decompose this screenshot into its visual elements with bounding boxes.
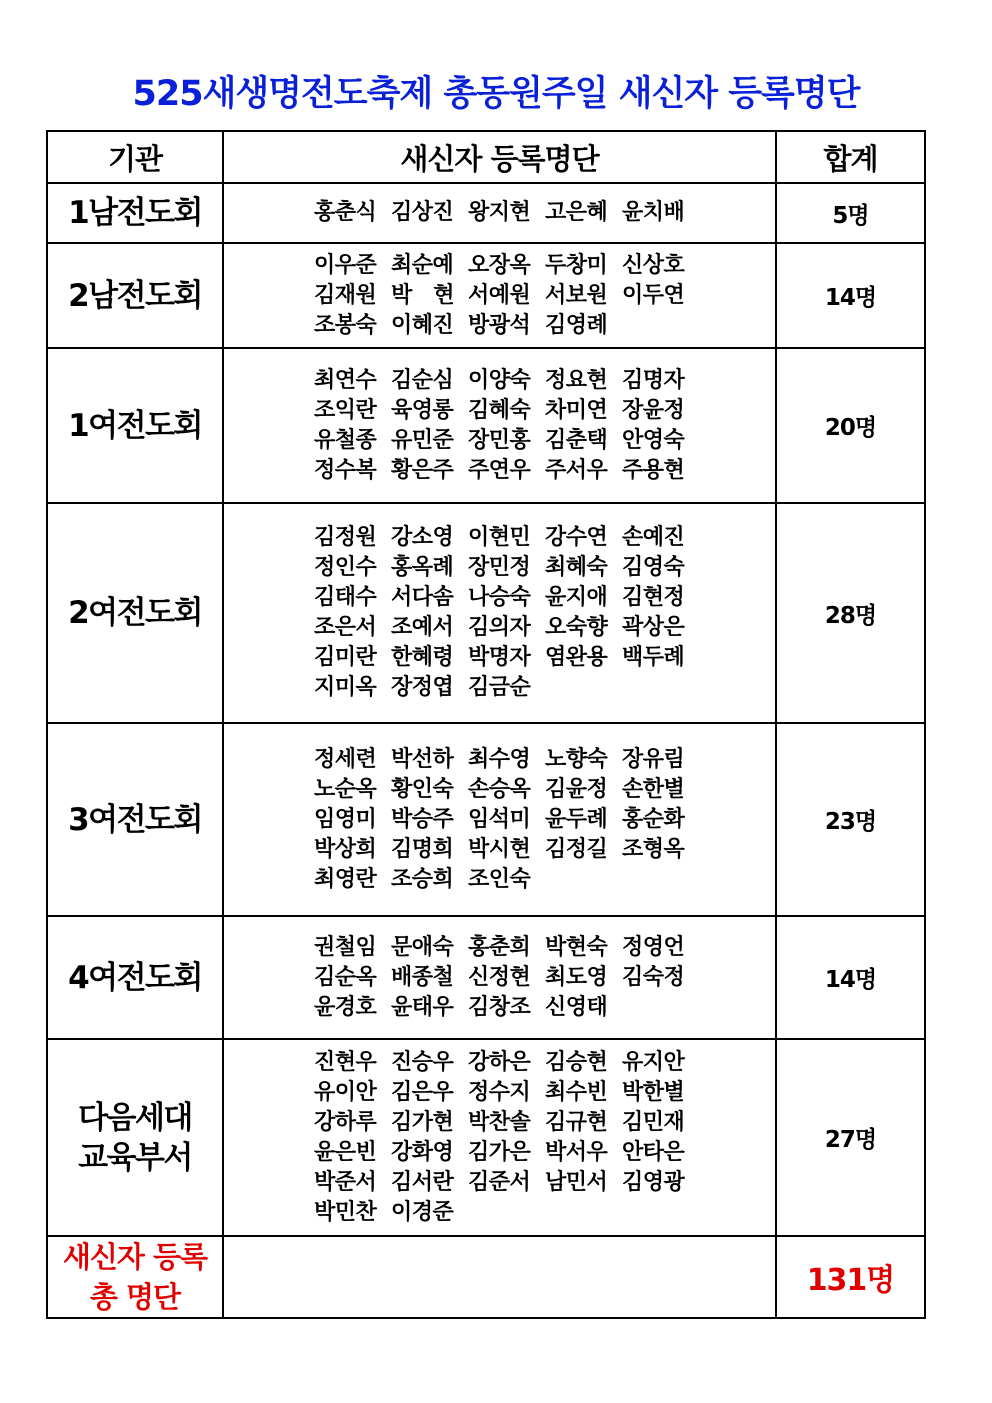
table-row [47, 243, 925, 348]
person-name: 문애숙 [391, 934, 454, 960]
table-row [47, 723, 925, 916]
person-name: 김민재 [622, 1109, 685, 1135]
person-name: 홍옥례 [391, 555, 454, 580]
person-name: 서다솜 [391, 585, 454, 610]
person-name: 김정원 [314, 525, 377, 550]
person-name: 김미란 [314, 645, 377, 670]
name-line [224, 1168, 775, 1198]
person-name: 신상호 [622, 252, 685, 278]
name-line [224, 1138, 775, 1168]
person-name: 백두례 [622, 645, 685, 670]
person-name: 김은우 [391, 1079, 454, 1105]
person-name: 강수연 [545, 525, 608, 550]
org-name: 1여전도회 [68, 407, 202, 444]
person-name: 안타은 [622, 1139, 685, 1165]
person-name: 윤경호 [314, 994, 377, 1020]
name-line [224, 865, 775, 895]
total-count: 131명 [776, 1236, 925, 1318]
person-name: 주용현 [622, 457, 685, 483]
org-name: 다음세대 [78, 1099, 192, 1136]
org-name: 3여전도회 [68, 801, 202, 838]
person-name: 최수빈 [545, 1079, 608, 1105]
table-body [47, 183, 925, 1236]
person-name: 주연우 [468, 457, 531, 483]
names-cell [223, 723, 776, 916]
person-name: 김춘택 [545, 427, 608, 453]
person-name: 노향숙 [545, 746, 608, 772]
name-line [224, 281, 775, 311]
name-line [224, 251, 775, 281]
person-name: 윤은빈 [314, 1139, 377, 1165]
person-name: 조형옥 [622, 836, 685, 862]
name-line [224, 1048, 775, 1078]
person-name: 김순옥 [314, 964, 377, 990]
person-name: 유이안 [314, 1079, 377, 1105]
person-name: 정인수 [314, 555, 377, 580]
table-header-row [47, 131, 925, 183]
person-name: 박시현 [468, 836, 531, 862]
person-name: 조승희 [391, 866, 454, 892]
org-name: 2여전도회 [68, 595, 202, 631]
person-name: 정수지 [468, 1079, 531, 1105]
person-name: 방광석 [468, 312, 531, 338]
total-label-line2: 총 명단 [89, 1280, 181, 1314]
name-line [224, 613, 775, 643]
person-name: 지미옥 [314, 675, 377, 700]
page-title: 525새생명전도축제 총동원주일 새신자 등록명단 [132, 74, 860, 114]
name-line [224, 523, 775, 553]
person-name: 김규현 [545, 1109, 608, 1135]
count-cell: 5명 [776, 183, 925, 243]
names-cell [223, 916, 776, 1039]
person-name: 진승우 [391, 1049, 454, 1075]
names-cell [223, 183, 776, 243]
table-row [47, 348, 925, 503]
header-org: 기관 [47, 131, 223, 183]
name-line [224, 1108, 775, 1138]
person-name: 남민서 [545, 1169, 608, 1195]
org-name: 1남전도회 [68, 195, 202, 231]
person-name: 이우준 [314, 252, 377, 278]
total-label-line1: 새신자 등록 [62, 1240, 208, 1274]
name-line [224, 993, 775, 1023]
org-name: 4여전도회 [68, 959, 202, 996]
person-name: 정영언 [622, 934, 685, 960]
person-name: 강화영 [391, 1139, 454, 1165]
name-line [224, 311, 775, 341]
person-name: 김태수 [314, 585, 377, 610]
person-name: 조인숙 [468, 866, 531, 892]
person-name: 김창조 [468, 994, 531, 1020]
person-name: 장유림 [622, 746, 685, 772]
person-name: 김현정 [622, 585, 685, 610]
person-name: 손승옥 [468, 776, 531, 802]
names-cell [223, 243, 776, 348]
name-line [224, 775, 775, 805]
person-name: 서예원 [468, 282, 531, 308]
person-name: 강소영 [391, 525, 454, 550]
person-name: 임영미 [314, 806, 377, 832]
person-name: 김영례 [545, 312, 608, 338]
person-name: 김숙정 [622, 964, 685, 990]
person-name: 김승현 [545, 1049, 608, 1075]
name-line [224, 963, 775, 993]
person-name: 박승주 [391, 806, 454, 832]
person-name: 장민정 [468, 555, 531, 580]
person-name: 손예진 [622, 525, 685, 550]
table-row [47, 183, 925, 243]
person-name: 윤두례 [545, 806, 608, 832]
person-name: 염완용 [545, 645, 608, 670]
person-name: 왕지현 [468, 200, 531, 225]
person-name: 정요현 [545, 367, 608, 393]
person-name: 장정엽 [391, 675, 454, 700]
person-name: 윤지애 [545, 585, 608, 610]
person-name: 김영광 [622, 1169, 685, 1195]
person-name: 이경준 [391, 1199, 454, 1225]
person-name: 육영롱 [391, 397, 454, 423]
person-name: 김명자 [622, 367, 685, 393]
person-name: 나승숙 [468, 585, 531, 610]
person-name: 김정길 [545, 836, 608, 862]
person-name: 차미연 [545, 397, 608, 423]
name-line [224, 835, 775, 865]
person-name: 정세련 [314, 746, 377, 772]
person-name: 윤치배 [622, 200, 685, 225]
person-name: 김순심 [391, 367, 454, 393]
name-line [224, 673, 775, 703]
registration-table [46, 130, 926, 1319]
name-line [224, 366, 775, 396]
person-name: 장윤정 [622, 397, 685, 423]
names-cell [223, 1039, 776, 1236]
person-name: 조은서 [314, 615, 377, 640]
person-name: 이두연 [622, 282, 685, 308]
person-name: 장민홍 [468, 427, 531, 453]
person-name: 박한별 [622, 1079, 685, 1105]
person-name: 이양숙 [468, 367, 531, 393]
person-name: 유지안 [622, 1049, 685, 1075]
person-name: 진현우 [314, 1049, 377, 1075]
person-name: 서보원 [545, 282, 608, 308]
count-cell: 20명 [776, 348, 925, 503]
person-name: 박 현 [391, 282, 455, 308]
names-cell [223, 348, 776, 503]
person-name: 오장옥 [468, 252, 531, 278]
name-line [224, 745, 775, 775]
person-name: 박찬솔 [468, 1109, 531, 1135]
person-name: 조예서 [391, 615, 454, 640]
person-name: 윤태우 [391, 994, 454, 1020]
person-name: 최연수 [314, 367, 377, 393]
person-name: 손한별 [622, 776, 685, 802]
person-name: 이현민 [468, 525, 531, 550]
org-name: 교육부서 [78, 1139, 192, 1176]
person-name: 김의자 [468, 615, 531, 640]
person-name: 오숙향 [545, 615, 608, 640]
person-name: 최도영 [545, 964, 608, 990]
person-name: 김상진 [391, 200, 454, 225]
person-name: 최순예 [391, 252, 454, 278]
person-name: 안영숙 [622, 427, 685, 453]
person-name: 김서란 [391, 1169, 454, 1195]
name-line [224, 198, 775, 228]
person-name: 박선하 [391, 746, 454, 772]
person-name: 강하은 [468, 1049, 531, 1075]
person-name: 김명희 [391, 836, 454, 862]
org-cell [47, 183, 223, 243]
person-name: 박상희 [314, 836, 377, 862]
header-count: 합계 [776, 131, 925, 183]
person-name: 김재원 [314, 282, 377, 308]
person-name: 권철임 [314, 934, 377, 960]
person-name: 최혜숙 [545, 555, 608, 580]
table-row [47, 916, 925, 1039]
person-name: 강하루 [314, 1109, 377, 1135]
person-name: 황은주 [391, 457, 454, 483]
names-cell [223, 503, 776, 723]
person-name: 황인숙 [391, 776, 454, 802]
count-cell: 14명 [776, 916, 925, 1039]
person-name: 정수복 [314, 457, 377, 483]
person-name: 조봉숙 [314, 312, 377, 338]
name-line [224, 933, 775, 963]
person-name: 주서우 [545, 457, 608, 483]
person-name: 김영숙 [622, 555, 685, 580]
person-name: 한혜령 [391, 645, 454, 670]
person-name: 유철종 [314, 427, 377, 453]
org-cell [47, 1039, 223, 1236]
total-row [47, 1236, 925, 1318]
org-name: 2남전도회 [68, 277, 202, 314]
person-name: 김가현 [391, 1109, 454, 1135]
count-cell: 28명 [776, 503, 925, 723]
person-name: 이혜진 [391, 312, 454, 338]
person-name: 최영란 [314, 866, 377, 892]
person-name: 두창미 [545, 252, 608, 278]
person-name: 박민찬 [314, 1199, 377, 1225]
person-name: 유민준 [391, 427, 454, 453]
person-name: 김가은 [468, 1139, 531, 1165]
name-line [224, 553, 775, 583]
person-name: 홍순화 [622, 806, 685, 832]
total-label-cell [47, 1236, 223, 1318]
count-cell: 14명 [776, 243, 925, 348]
person-name: 김혜숙 [468, 397, 531, 423]
header-names: 새신자 등록명단 [223, 131, 776, 183]
person-name: 고은혜 [545, 200, 608, 225]
name-line [224, 1198, 775, 1228]
org-cell [47, 723, 223, 916]
person-name: 홍춘식 [314, 200, 377, 225]
count-cell: 23명 [776, 723, 925, 916]
person-name: 홍춘희 [468, 934, 531, 960]
name-line [224, 396, 775, 426]
person-name: 임석미 [468, 806, 531, 832]
name-line [224, 805, 775, 835]
org-cell [47, 503, 223, 723]
person-name: 배종철 [391, 964, 454, 990]
person-name: 박명자 [468, 645, 531, 670]
person-name: 박준서 [314, 1169, 377, 1195]
org-cell [47, 243, 223, 348]
name-line [224, 1078, 775, 1108]
total-names-cell [223, 1236, 776, 1318]
person-name: 곽상은 [622, 615, 685, 640]
person-name: 김윤정 [545, 776, 608, 802]
person-name: 김준서 [468, 1169, 531, 1195]
name-line [224, 456, 775, 486]
person-name: 최수영 [468, 746, 531, 772]
name-line [224, 426, 775, 456]
name-line [224, 583, 775, 613]
table-row [47, 1039, 925, 1236]
person-name: 신정현 [468, 964, 531, 990]
org-cell [47, 916, 223, 1039]
person-name: 박서우 [545, 1139, 608, 1165]
person-name: 박현숙 [545, 934, 608, 960]
person-name: 노순옥 [314, 776, 377, 802]
name-line [224, 643, 775, 673]
person-name: 신영태 [545, 994, 608, 1020]
org-cell [47, 348, 223, 503]
person-name: 김금순 [468, 675, 531, 700]
table-row [47, 503, 925, 723]
count-cell: 27명 [776, 1039, 925, 1236]
person-name: 조익란 [314, 397, 377, 423]
